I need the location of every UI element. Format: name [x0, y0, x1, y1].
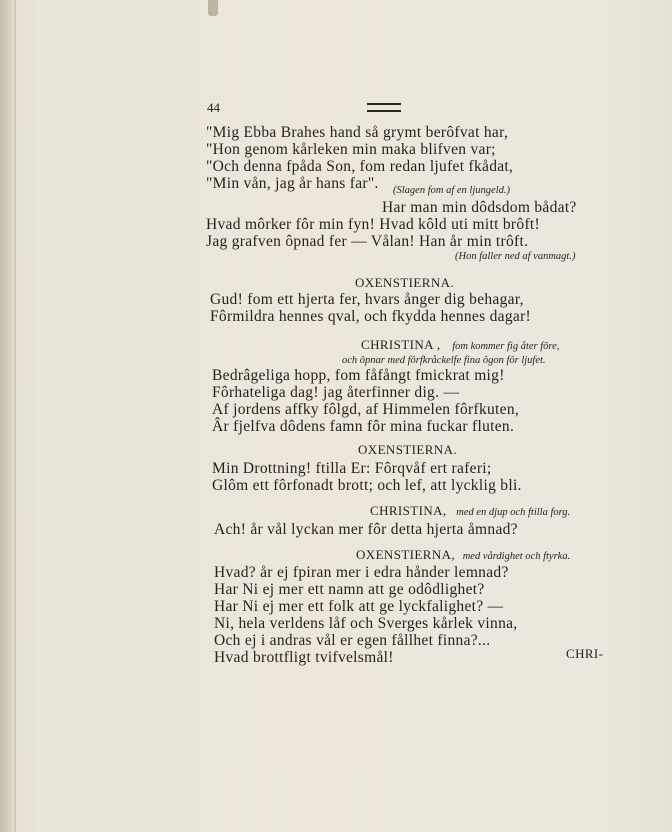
page-tab-mark [208, 0, 218, 16]
verse-line: Glôm ett fôrfonadt brott; och lef, att lycklig bli. [212, 477, 522, 494]
verse-line: Hvad môrker fôr min fyn! Hvad kôld uti mitt brôft! [206, 216, 540, 233]
speaker-name [361, 337, 559, 355]
speaker-name [356, 547, 570, 565]
speaker-name: OXENSTIERNA. [358, 442, 458, 457]
speaker-label: CHRISTINA , [361, 337, 441, 352]
stage-direction-inline: med en djup och ftilla forg. [456, 507, 571, 518]
verse-line: Jag grafven ôpnad fer — Vålan! Han år min trôft. [206, 233, 529, 250]
verse-line: Af jordens affky fôlgd, af Himmelen fôrfkuten, [212, 401, 520, 418]
gutter-line [14, 0, 16, 832]
verse-line: Âr fjelfva dôdens famn fôr mina fuckar fluten. [212, 418, 515, 435]
page-number: 44 [207, 100, 220, 115]
verse-line: Har Ni ej mer ett namn att ge odôdlighet? [214, 581, 485, 598]
catchword: CHRI- [566, 646, 604, 661]
speaker-label: OXENSTIERNA, [356, 547, 456, 562]
verse-line: Har man min dôdsdom bådat? [382, 199, 577, 216]
stage-direction-inline: fom kommer fig åter fôre, [452, 341, 560, 352]
verse-line: Ni, hela verldens låf och Sverges kårlek vinna, [214, 615, 518, 632]
verse-line: Bedrâgeliga hopp, fom fåfångt fmickrat mig! [212, 367, 505, 384]
verse-line: Fôrhateliga dag! jag återfinner dig. — [212, 384, 460, 401]
stage-direction-inline: med vårdighet och ftyrka. [462, 551, 571, 562]
speaker-name [370, 503, 570, 521]
binding-spine [0, 0, 12, 832]
speaker-name: OXENSTIERNA. [355, 275, 455, 290]
speaker-label: CHRISTINA, [370, 503, 447, 518]
verse-line: Gud! fom ett hjerta fer, hvars ånger dig behagar, [210, 291, 524, 308]
verse-line: "Min vån, jag år hans far". [206, 175, 379, 192]
verse-line: Ach! år vål lyckan mer fôr detta hjerta åmnad? [214, 521, 518, 538]
stage-direction: (Slagen fom af en ljungeld.) [393, 185, 510, 196]
verse-line: Har Ni ej mer ett folk att ge lyckfalighet? — [214, 598, 504, 615]
verse-line: Och ej i andras vål er egen fållhet finna?... [214, 632, 491, 649]
header-rule [367, 103, 401, 112]
stage-direction: och ôpnar med fôrfkråckelfe fina ôgon fôr ljufet. [342, 355, 546, 366]
verse-line: "Mig Ebba Brahes hand så grymt berôfvat har, [206, 124, 509, 141]
verse-line: Fôrmildra hennes qval, och fkydda hennes dagar! [210, 308, 531, 325]
verse-line: Min Drottning! ftilla Er: Fôrqvåf ert raferi; [212, 460, 492, 477]
verse-line: Hvad brottfligt tvifvelsmål! [214, 649, 394, 666]
verse-line: Hvad? år ej fpiran mer i edra hånder lemnad? [214, 564, 509, 581]
verse-line: "Hon genom kårleken min maka blifven var; [206, 141, 496, 158]
verse-line: "Och denna fpåda Son, fom redan ljufet fkådat, [206, 158, 514, 175]
stage-direction: (Hon faller ned af vanmagt.) [455, 251, 576, 262]
